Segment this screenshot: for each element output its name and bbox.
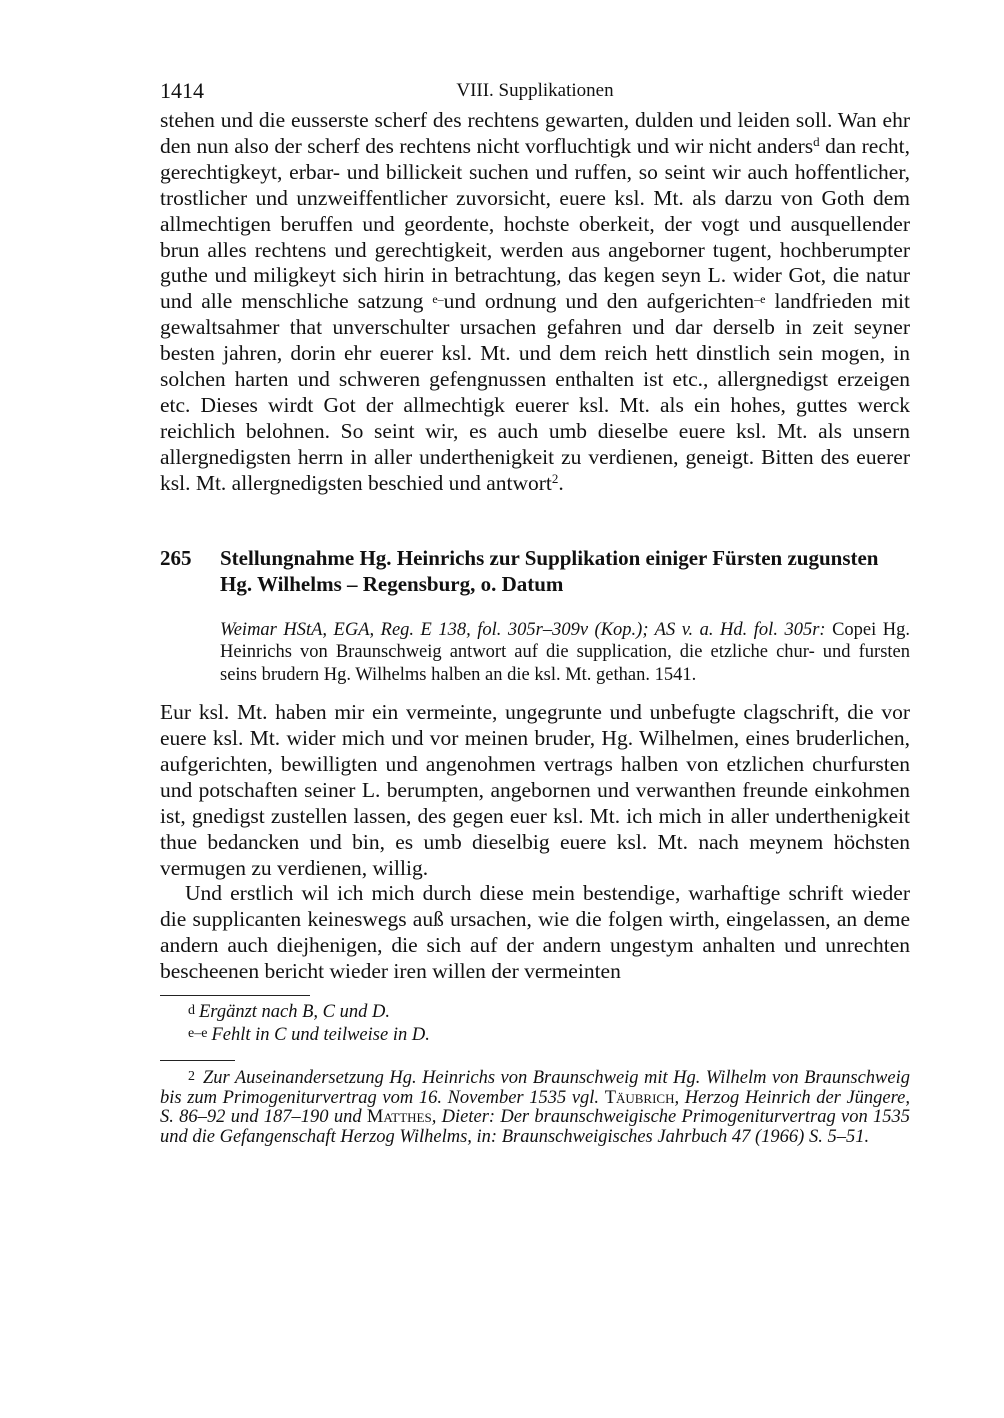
source-archive: Weimar HStA, EGA, Reg. E 138, fol. 305r–309v (Kop.); AS v. a. Hd. fol. 305r: — [220, 619, 826, 640]
document-number: 265 — [160, 545, 192, 570]
source-text: Copei Hg. Heinrichs von Braunschweig antwort auf die supplication, die etzliche chur- und fursten seins brudern Hg. Wilhelms halben an die ksl. Mt. gethan. 1541. — [220, 619, 911, 685]
textnote-mark: e– — [432, 292, 444, 307]
textnote-label: d — [188, 1003, 195, 1019]
text-segment: stehen und die eusserste scherf des rechtens gewarten, dulden und leiden soll. Wan ehr den nun also der scherf des rechtens nicht vorfluchtigk und wir nicht anders — [160, 108, 910, 158]
textnote-label: e–e — [188, 1026, 208, 1042]
footnote-text: , Dieter: Der braunschweigische Primogeniturvertrag von 1535 und die Gefangenschaft Herzog Wilhelms, in: Braunschweigisches Jahrbuch 47 (1966) S. 5–51. — [160, 1107, 911, 1147]
document-title: Stellungnahme Hg. Heinrichs zur Supplikation einiger Fürsten zugunsten Hg. Wilhelms – Regensburg, o. Datum — [220, 545, 879, 596]
footnote — [160, 1067, 910, 1147]
footnote-text: , Herzog Heinrich der Jüngere, S. 86–92 und 187–190 und — [160, 1087, 910, 1128]
running-head — [160, 78, 910, 108]
footnote-number: 2 — [188, 1069, 195, 1085]
footnote-reference: 2 — [551, 470, 559, 486]
running-title: VIII. Supplikationen — [456, 80, 614, 101]
textnote-separator — [160, 995, 310, 996]
body-paragraph: Eur ksl. Mt. haben mir ein vermeinte, ungegrunte und unbefugte clagschrift, die vor euere ksl. Mt. wider mich und vor meinen bruder, Hg. Wilhelmen, eines bruderlichen, aufgerichten, bewilligten und angenohmen vertrags halben von etzlichen churfursten und potschaften seiner L. berumpten, angebornen und verwanthen freunde einkohmen ist, gnedigst zustellen lassen, des gegen euer ksl. Mt. ich mich in aller underthenigkeit thue bedancken und bin, es umb dieselbig euere ksl. Mt. nach meynem höchsten vermugen zu verdienen, willig. — [160, 700, 910, 880]
textnote — [188, 1023, 910, 1046]
footnote-author: Matthes — [366, 1107, 432, 1128]
footnote-author: Täubrich — [604, 1087, 675, 1108]
source-note — [220, 619, 910, 687]
body-paragraph: Und erstlich wil ich mich durch diese mein bestendige, warhaftige schrift wieder die supplicanten keineswegs auß ursachen, wie die folgen wirth, eingelassen, an deme andern auch diejhenigen, die sich auf der andern ungestym anhalten und unrechten bescheenen bericht wieder iren willen der vermeinten — [160, 881, 910, 984]
textnote — [188, 1000, 910, 1023]
text-segment: und ordnung und den aufgerichten — [443, 289, 755, 314]
text-segment: dan recht, gerechtigkeyt, erbar- und billickeit suchen und ruffen, so seint wir auch hoffentlicher, trostlicher und unzweiffentlicher zuvorsicht, euere ksl. Mt. als darzu von Goth dem allmechtigen beruffen und geordente, hochste oberkeit, der vogt und ausquellender brun alles rechtens und gerechtigkeit, werden aus angeborner tugent, hochberumpter guthe und miligkeyt sich hirin in betrachtung, das kegen seyn L. wider Got, die natur und alle menschliche satzung — [160, 133, 910, 314]
textnote-text: Ergänzt nach B, C und D. — [199, 1002, 390, 1023]
continuation-paragraph — [160, 108, 910, 497]
document-heading — [160, 545, 910, 597]
page-number: 1414 — [160, 78, 204, 103]
footnote-text: Zur Auseinandersetzung Hg. Heinrichs von Braunschweig mit Hg. Wilhelm von Braunschweig bis zum Primogeniturvertrag vom 16. November 1535 vgl. — [160, 1068, 910, 1108]
page — [160, 78, 910, 1147]
textnote-mark: d — [813, 133, 820, 149]
text-segment: landfrieden mit gewaltsahmer that unverschulter ursachen gefahren und dar derselb in zeit seyner besten jahren, dorin ehr euerer ksl. Mt. und dem reich hett dinstlich sein mogen, in solchen harten und schweren gefengnussen enthalten ist etc., allergnedigst erzeigen etc. Dieses wirdt Got der allmechtigk euerer ksl. Mt. als ein hohes, guttes werck reichlich belohnen. So seint wir, es auch umb dieselbe euere ksl. Mt. als unsern allergnedigsten herrn in aller underthenigkeit zu verdienen, geneigt. Bitten des euerer ksl. Mt. allergnedigsten beschied und antwort — [160, 289, 911, 495]
textnote-mark: –e — [754, 292, 766, 307]
document-body — [160, 700, 910, 985]
text-segment: . — [558, 470, 564, 495]
textnote-text: Fehlt in C und teilweise in D. — [211, 1025, 430, 1046]
footnote-separator — [160, 1060, 235, 1061]
